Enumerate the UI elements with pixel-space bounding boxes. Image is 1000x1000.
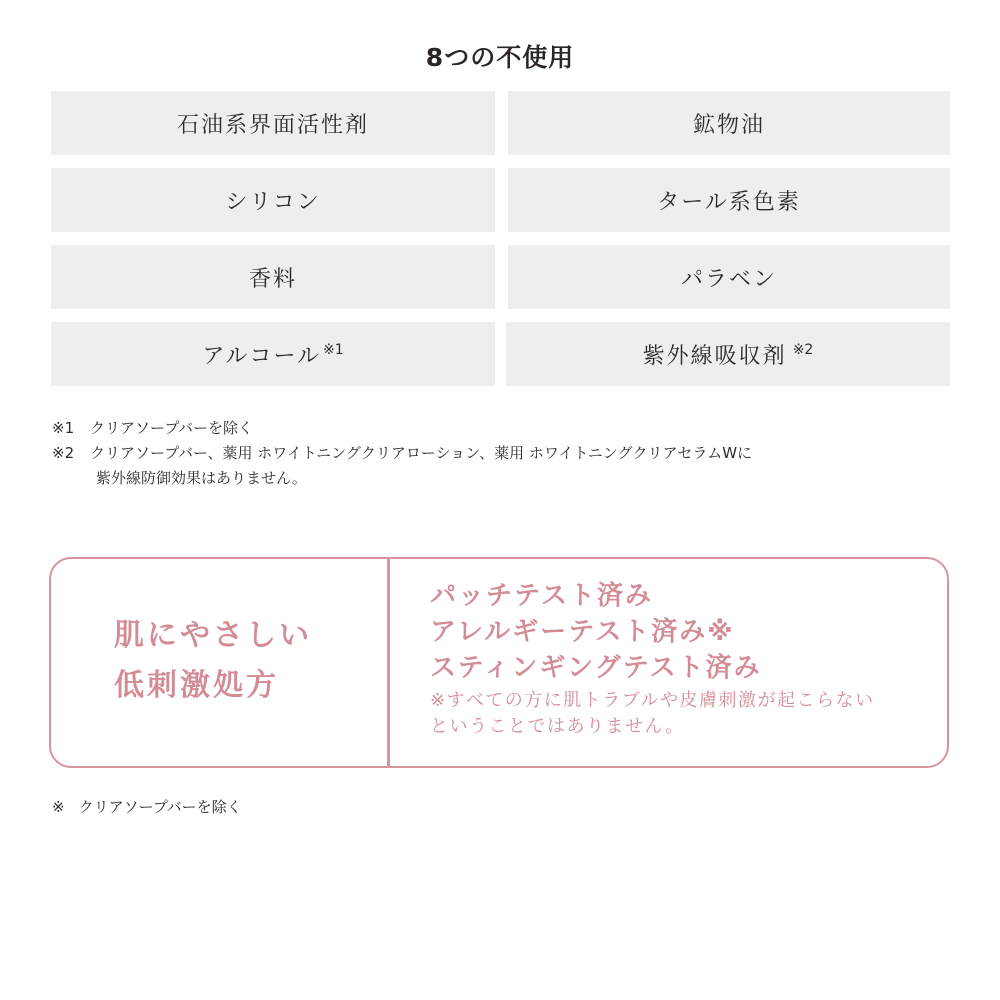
free-from-item [51, 245, 495, 309]
headline-line: 肌にやさしい [114, 618, 312, 653]
footnote-text: クリアソープバーを除く [78, 798, 242, 816]
headline-line: 低刺激処方 [114, 668, 279, 703]
free-from-label: 香料 [248, 266, 297, 292]
test-item: パッチテスト済み [430, 581, 653, 611]
disclaimer-line: ※すべての方に肌トラブルや皮膚刺激が起こらない [430, 690, 875, 711]
note-mark: ※2 [52, 444, 75, 462]
free-from-label: タール系色素 [657, 189, 801, 215]
free-from-item [51, 168, 495, 232]
note-text: クリアソープバーを除く [90, 419, 254, 437]
page-title: 8つの不使用 [425, 43, 575, 72]
free-from-item [506, 322, 950, 386]
free-from-label: 紫外線吸収剤 [642, 343, 787, 369]
free-from-label: パラベン [680, 266, 777, 292]
badge-disclaimer [430, 688, 875, 740]
badge-headline [114, 611, 312, 711]
badge-divider [387, 557, 390, 768]
test-item: スティンギングテスト済み [430, 653, 762, 683]
note-continuation: 紫外線防御効果はありません。 [96, 469, 307, 487]
free-from-item [508, 168, 950, 232]
free-from-item [508, 245, 950, 309]
note-row [52, 441, 752, 466]
note-mark: ※1 [52, 419, 75, 437]
badge-tests [430, 578, 875, 740]
free-from-item [508, 91, 950, 155]
note-row [52, 416, 752, 441]
note-marker: ※1 [323, 342, 344, 358]
free-from-label: アルコール [202, 343, 322, 369]
free-from-item [51, 322, 495, 386]
ingredient-notes [52, 416, 752, 491]
test-item: アレルギーテスト済み※ [430, 617, 735, 647]
free-from-label: 鉱物油 [692, 112, 765, 138]
footnote-mark: ※ [52, 798, 65, 816]
disclaimer-line: ということではありません。 [430, 716, 685, 737]
note-text: クリアソープバー、薬用 ホワイトニングクリアローション、薬用 ホワイトニングクリアセラムWに [90, 444, 753, 462]
free-from-label: 石油系界面活性剤 [176, 112, 369, 138]
note-marker: ※2 [792, 342, 814, 358]
free-from-label: シリコン [225, 189, 321, 215]
footnote [52, 796, 242, 817]
free-from-item [51, 91, 495, 155]
